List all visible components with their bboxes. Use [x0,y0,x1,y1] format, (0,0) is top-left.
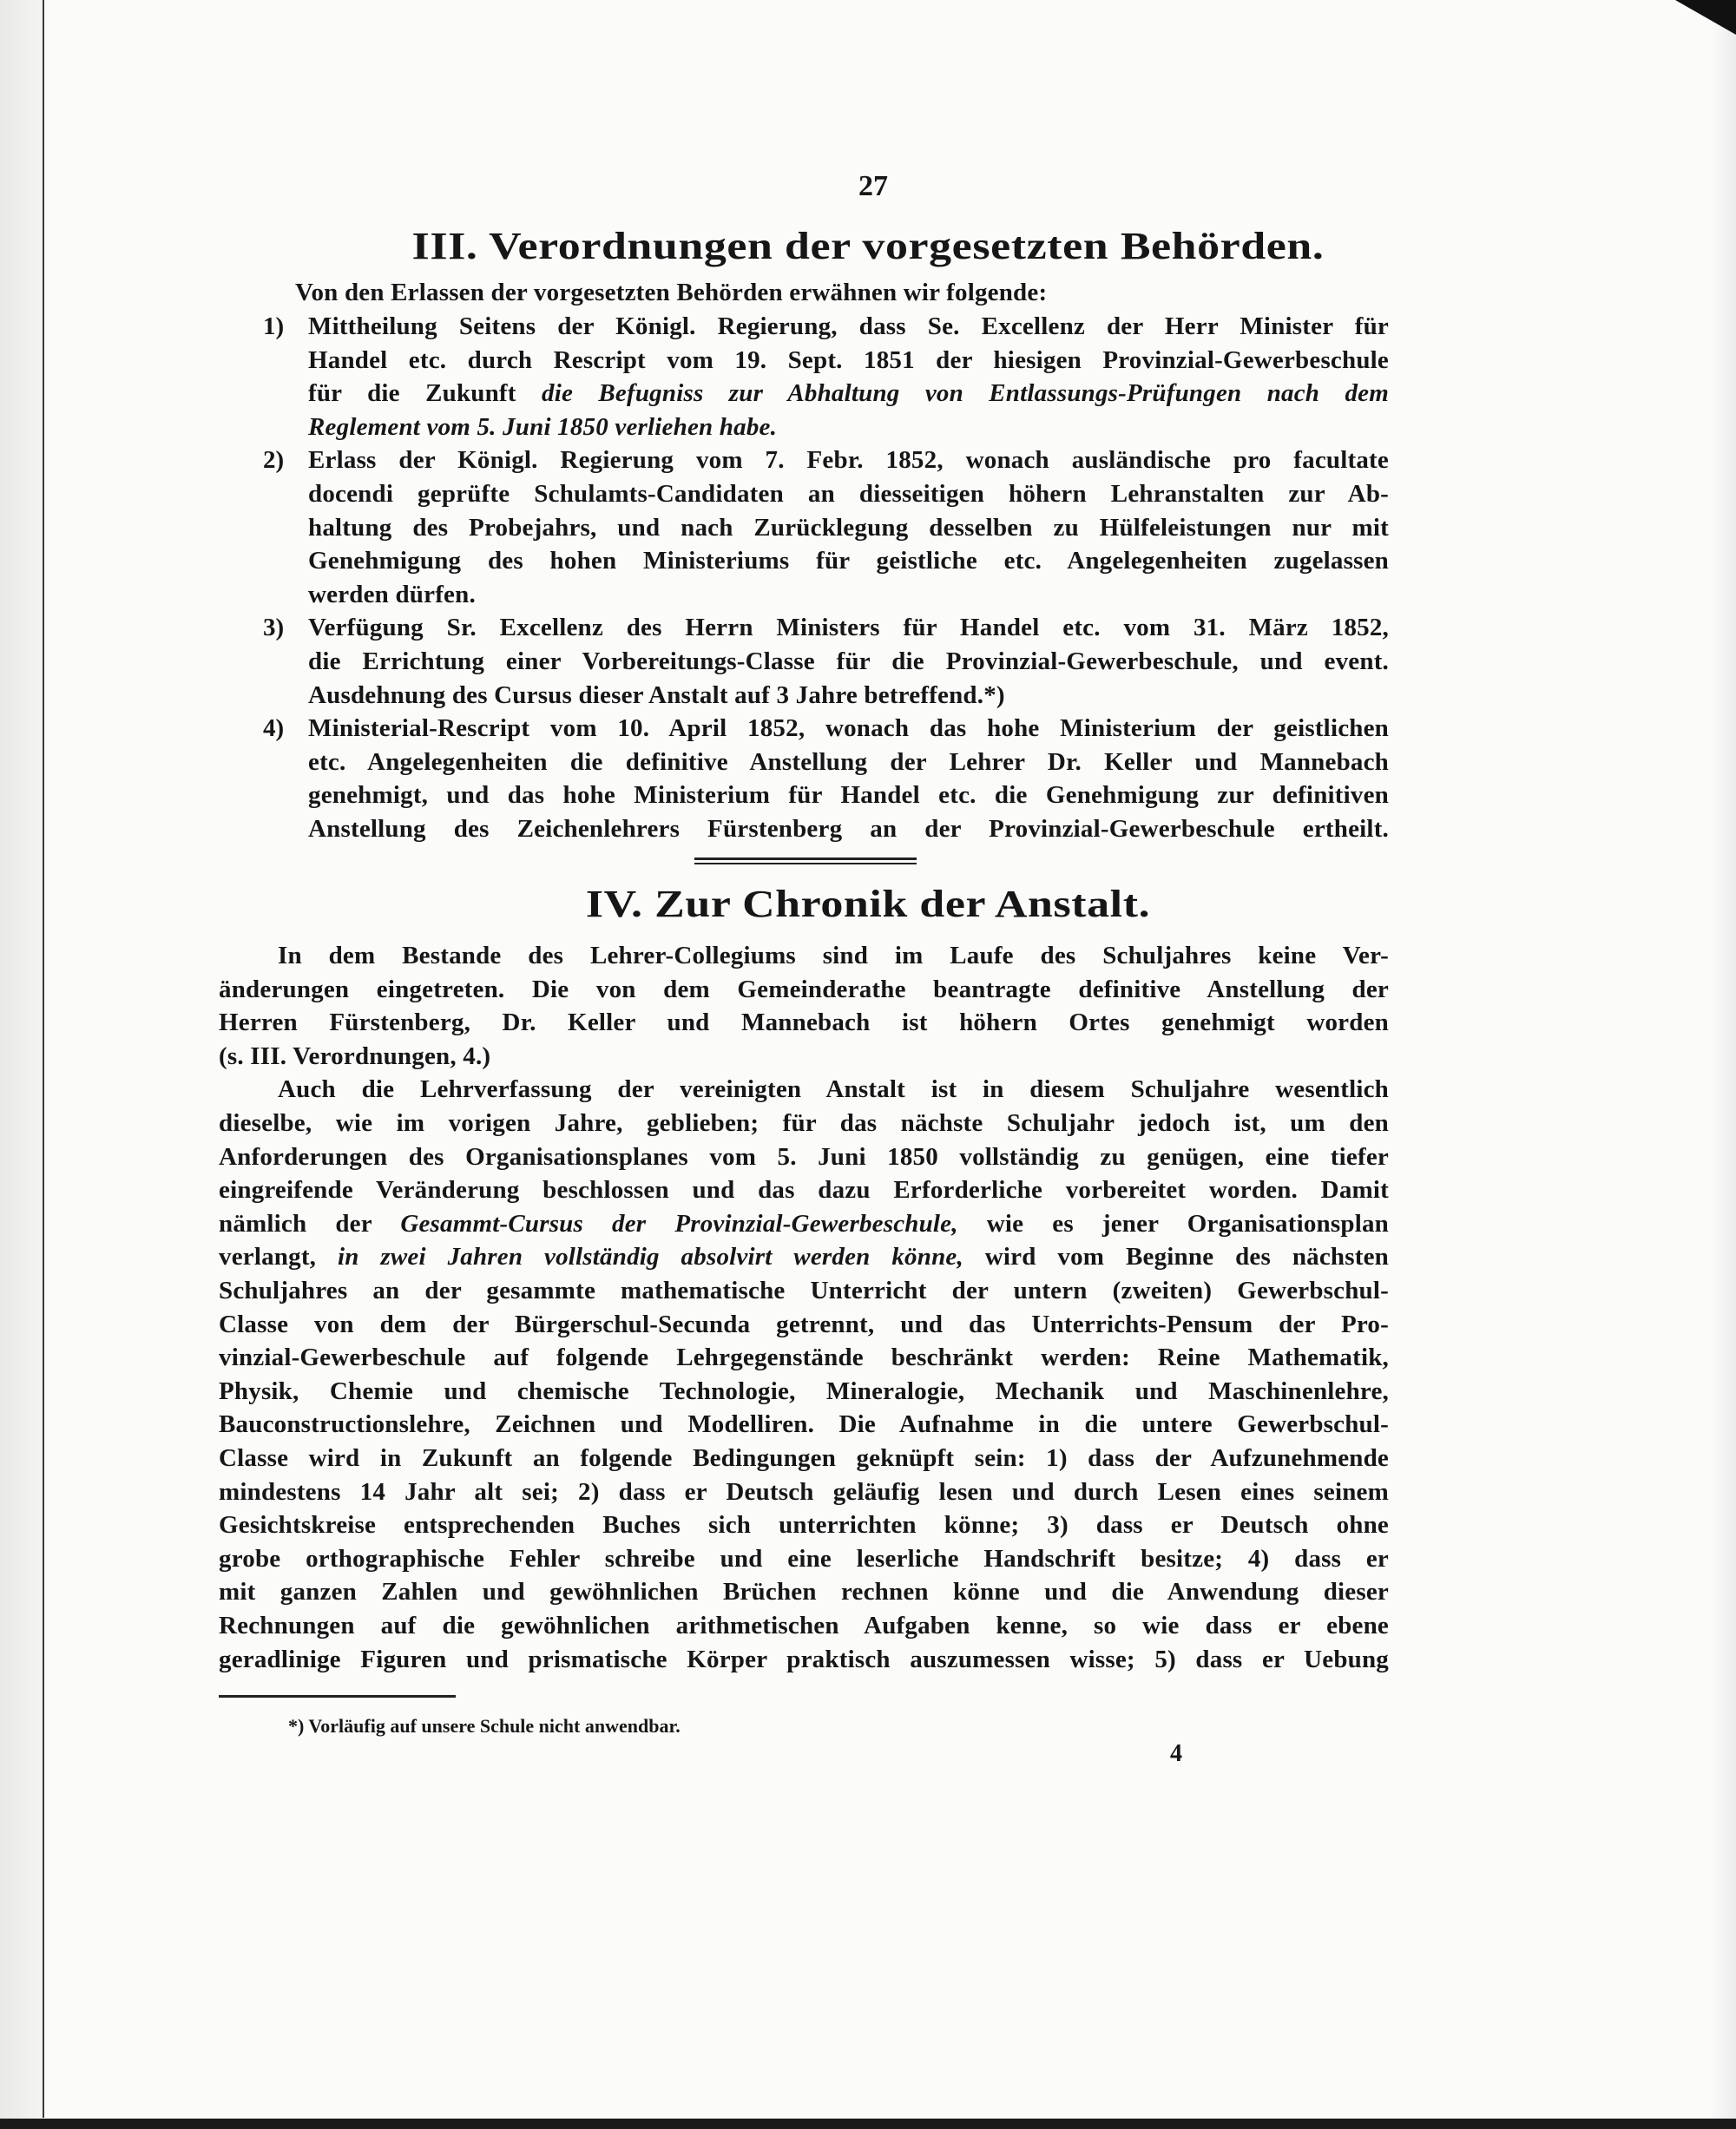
paragraph-line: eingreifende Veränderung beschlossen und das dazu Erforderliche vorbereitet worden. Damit [219,1176,1389,1204]
paragraph-line: verlangt, in zwei Jahren vollständig absolvirt werden könne, wird vom Beginne des nächsten [219,1243,1389,1271]
list-item-line: Reglement vom 5. Juni 1850 verliehen habe. [308,413,778,441]
section-heading-iv: IV. Zur Chronik der Anstalt. [585,883,1151,925]
section-separator [694,858,917,864]
paragraph-line: änderungen eingetreten. Die von dem Gemeinderathe beantragte definitive Anstellung der [219,976,1389,1003]
paragraph-line: Rechnungen auf die gewöhnlichen arithmetischen Aufgaben kenne, so wie dass er ebene [219,1612,1389,1639]
section-intro: Von den Erlassen der vorgesetzten Behörden erwähnen wir folgende: [295,279,1048,306]
list-item-line: für die Zukunft die Befugniss zur Abhaltung von Entlassungs-Prüfungen nach dem [308,379,1390,407]
paragraph-line: mindestens 14 Jahr alt sei; 2) dass er Deutsch geläufig lesen und durch Lesen eines seinem [219,1478,1389,1506]
paragraph-line: Auch die Lehrverfassung der vereinigten Anstalt ist in diesem Schuljahre wesentlich [278,1075,1389,1103]
list-item-line: Handel etc. durch Rescript vom 19. Sept. 1851 der hiesigen Provinzial-Gewerbeschule [308,346,1389,374]
list-item-line: Ausdehnung des Cursus dieser Anstalt auf 3 Jahre betreffend.*) [308,681,1005,709]
page-number: 27 [858,170,888,202]
list-item-line: Ministerial-Rescript vom 10. April 1852, wonach das hohe Ministerium der geistlichen [308,714,1389,742]
list-item-line: genehmigt, und das hohe Ministerium für Handel etc. die Genehmigung zur definitiven [308,781,1389,809]
paragraph-line: nämlich der Gesammt-Cursus der Provinzial-Gewerbeschule, wie es jener Organisationsplan [219,1210,1389,1238]
paragraph-line: Bauconstructionslehre, Zeichnen und Modelliren. Die Aufnahme in die untere Gewerbschul- [219,1410,1389,1438]
binding-edge [0,0,43,2129]
paragraph-line: Schuljahres an der gesammte mathematische Unterricht der untern (zweiten) Gewerbschul- [219,1277,1389,1304]
list-item-line: werden dürfen. [308,581,476,608]
scan-bottom-edge [0,2119,1736,2129]
section-heading-iii: III. Verordnungen der vorgesetzten Behörden. [411,225,1325,267]
page-shadow [1710,0,1736,2129]
paragraph-line: Herren Fürstenberg, Dr. Keller und Mannebach ist höhern Ortes genehmigt worden [219,1009,1389,1036]
list-item-line: haltung des Probejahrs, und nach Zurücklegung desselben zu Hülfeleistungen nur mit [308,514,1389,542]
list-item-line: Verfügung Sr. Excellenz des Herrn Ministers für Handel etc. vom 31. März 1852, [308,614,1389,641]
paragraph-line: Classe wird in Zukunft an folgende Bedingungen geknüpft sein: 1) dass der Aufzunehmende [219,1444,1389,1472]
list-item-line: Genehmigung des hohen Ministeriums für geistliche etc. Angelegenheiten zugelassen [308,547,1389,575]
list-item-number: 2) [263,446,285,475]
paragraph-line: mit ganzen Zahlen und gewöhnlichen Brüchen rechnen könne und die Anwendung dieser [219,1578,1389,1606]
paragraph-line: geradlinige Figuren und prismatische Körper praktisch auszumessen wisse; 5) dass er Uebung [219,1646,1389,1673]
footnote: *) Vorläufig auf unsere Schule nicht anwendbar. [288,1715,681,1737]
list-item-number: 1) [263,312,285,340]
paragraph-line: Physik, Chemie und chemische Technologie, Mineralogie, Mechanik und Maschinenlehre, [219,1377,1389,1405]
list-item-line: Anstellung des Zeichenlehrers Fürstenberg an der Provinzial-Gewerbeschule ertheilt. [308,815,1389,843]
paragraph-line: Classe von dem der Bürgerschul-Secunda getrennt, und das Unterrichts-Pensum der Pro- [219,1311,1389,1338]
list-item-line: Mittheilung Seitens der Königl. Regierung, dass Se. Excellenz der Herr Minister für [308,312,1389,340]
paragraph-line: (s. III. Verordnungen, 4.) [219,1042,491,1070]
signature-mark: 4 [1170,1740,1182,1767]
list-item-line: etc. Angelegenheiten die definitive Anstellung der Lehrer Dr. Keller und Mannebach [308,748,1389,776]
paragraph-line: Gesichtskreise entsprechenden Buches sich unterrichten könne; 3) dass er Deutsch ohne [219,1511,1389,1539]
list-item-number: 3) [263,614,285,642]
list-item-number: 4) [263,714,285,743]
paragraph-line: dieselbe, wie im vorigen Jahre, geblieben; für das nächste Schuljahr jedoch ist, um den [219,1109,1389,1137]
list-item-line: die Errichtung einer Vorbereitungs-Classe für die Provinzial-Gewerbeschule, und event. [308,647,1389,675]
paragraph-line: Anforderungen des Organisationsplanes vom 5. Juni 1850 vollständig zu genügen, eine tiefer [219,1143,1389,1171]
footnote-rule [219,1695,456,1698]
binding-line [43,0,44,2118]
paragraph-line: vinzial-Gewerbeschule auf folgende Lehrgegenstände beschränkt werden: Reine Mathematik, [219,1344,1389,1371]
paragraph-line: grobe orthographische Fehler schreibe und eine leserliche Handschrift besitze; 4) dass er [219,1545,1389,1573]
list-item-line: Erlass der Königl. Regierung vom 7. Febr. 1852, wonach ausländische pro facultate [308,446,1389,474]
paragraph-line: In dem Bestande des Lehrer-Collegiums sind im Laufe des Schuljahres keine Ver- [278,942,1389,969]
page-corner [1675,0,1736,35]
list-item-line: docendi geprüfte Schulamts-Candidaten an diesseitigen höhern Lehranstalten zur Ab- [308,480,1389,508]
